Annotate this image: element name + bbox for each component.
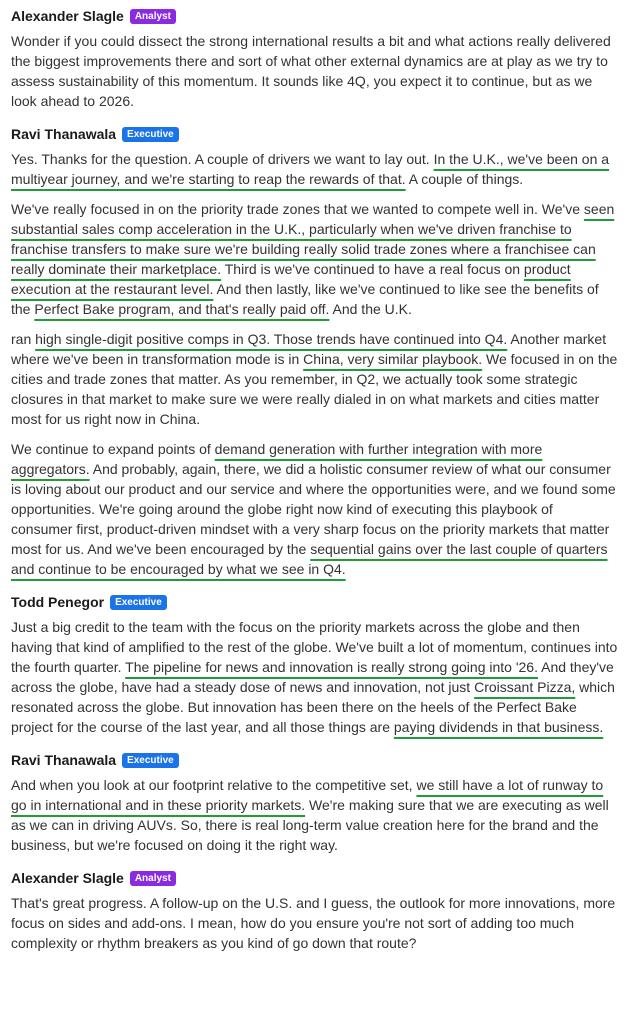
highlighted-text: seen substantial sales comp acceleration in the U.K., particularly when we've driven franchise to franchise transfers to make sure we're building really solid trade zones where a franchisee can really dominate their marketplace.	[11, 201, 615, 277]
transcript-text: We've really focused in on the priority trade zones that we wanted to compete well in. We've	[11, 201, 584, 217]
role-badge: Analyst	[130, 871, 176, 886]
highlighted-text: product execution at the restaurant level.	[11, 261, 571, 297]
transcript-text: And the U.K.	[329, 301, 412, 317]
speaker-name: Alexander Slagle	[11, 870, 124, 886]
speaker-header	[11, 4, 618, 28]
transcript-entry	[11, 866, 618, 953]
highlighted-text: sequential gains over the last couple of quarters and continue to be encouraged by what we see in Q4.	[11, 541, 608, 577]
role-badge: Executive	[122, 127, 179, 142]
transcript-paragraph	[11, 149, 618, 189]
transcript-text: We focused in on the cities and trade zones that matter. As you remember, in Q2, we actually took some strategic closures in that market to make sure we were really dialed in on what markets and cities matter most for us right now in China.	[11, 351, 618, 427]
highlighted-text: In the U.K., we've been on a multiyear journey, and we're starting to reap the rewards of that.	[11, 151, 610, 187]
speaker-name: Todd Penegor	[11, 594, 105, 610]
transcript-text: We're making sure that we are executing as well as we can in driving AUVs. So, there is real long-term value creation here for the brand and the business, but we're focused on doing it the right way.	[11, 797, 609, 853]
transcript-text: Yes. Thanks for the question. A couple of drivers we want to lay out.	[11, 151, 434, 167]
transcript-text: ran	[11, 331, 36, 347]
transcript-text: Third is we've continued to have a real focus on	[221, 261, 524, 277]
highlighted-text: Perfect Bake program, and that's really paid off.	[34, 301, 330, 317]
transcript-text: And they've across the globe, have had a steady dose of news and innovation, not just	[11, 659, 614, 695]
transcript-entry	[11, 4, 618, 111]
speaker-header	[11, 748, 618, 772]
highlighted-text: Croissant Pizza,	[474, 679, 576, 695]
highlighted-text: we still have a lot of runway to go in international and in these priority markets.	[11, 777, 604, 813]
transcript-paragraph	[11, 439, 618, 579]
transcript-paragraph	[11, 31, 618, 111]
highlighted-text: demand generation with further integration with more aggregators.	[11, 441, 543, 477]
role-badge: Analyst	[130, 9, 176, 24]
transcript-entry	[11, 590, 618, 737]
speaker-header	[11, 866, 618, 890]
transcript-text: A couple of things.	[405, 171, 524, 187]
transcript-text: Wonder if you could dissect the strong international results a bit and what actions really delivered the biggest improvements there and sort of what other external dynamics are at play as we try to assess sustainability of this momentum. It sounds like 4Q, you expect it to continue, but as we look ahead to 2026.	[11, 33, 611, 109]
speaker-name: Alexander Slagle	[11, 8, 124, 24]
highlighted-text: paying dividends in that business.	[393, 719, 604, 735]
transcript-text: That's great progress. A follow-up on the U.S. and I guess, the outlook for more innovations, more focus on sides and add-ons. I mean, how do you ensure you're not sort of adding too much complexity or rhythm breakers as you kind of go down that route?	[11, 895, 616, 951]
highlighted-text: high single-digit positive comps in Q3. Those trends have continued into Q4.	[35, 331, 508, 347]
highlighted-text: China, very similar playbook.	[303, 351, 483, 367]
transcript-entry	[11, 748, 618, 855]
transcript-text: Just a big credit to the team with the focus on the priority markets across the globe and then having that kind of amplified to the rest of the globe. We've built a lot of momentum, continues into the fourth quarter.	[11, 619, 618, 675]
transcript-paragraph	[11, 775, 618, 855]
transcript-text: And probably, again, there, we did a holistic consumer review of what our consumer is loving about our product and our service and where the opportunities were, and we found some opportunities. We're going around the globe right now kind of executing this playbook of consumer first, product-driven mindset with a very sharp focus on the priority markets that matter most for us. And we've been encouraged by the	[11, 461, 616, 557]
speaker-header	[11, 122, 618, 146]
speaker-header	[11, 590, 618, 614]
role-badge: Executive	[110, 595, 167, 610]
transcript-text: which resonated across the globe. But innovation has been there on the heels of the Perfect Bake project for the course of the last year, and all those things are	[11, 679, 615, 735]
transcript-entry	[11, 122, 618, 579]
transcript-paragraph	[11, 199, 618, 319]
transcript-text: We continue to expand points of	[11, 441, 215, 457]
highlighted-text: The pipeline for news and innovation is really strong going into '26.	[125, 659, 538, 675]
transcript-text: And when you look at our footprint relative to the competitive set,	[11, 777, 417, 793]
transcript-text: And then lastly, like we've continued to like see the benefits of the	[11, 281, 599, 317]
transcript-paragraph	[11, 893, 618, 953]
transcript-paragraph	[11, 617, 618, 737]
role-badge: Executive	[122, 753, 179, 768]
speaker-name: Ravi Thanawala	[11, 752, 117, 768]
speaker-name: Ravi Thanawala	[11, 126, 117, 142]
transcript-text: Another market where we've been in transformation mode is in	[11, 331, 607, 367]
transcript-paragraph	[11, 329, 618, 429]
